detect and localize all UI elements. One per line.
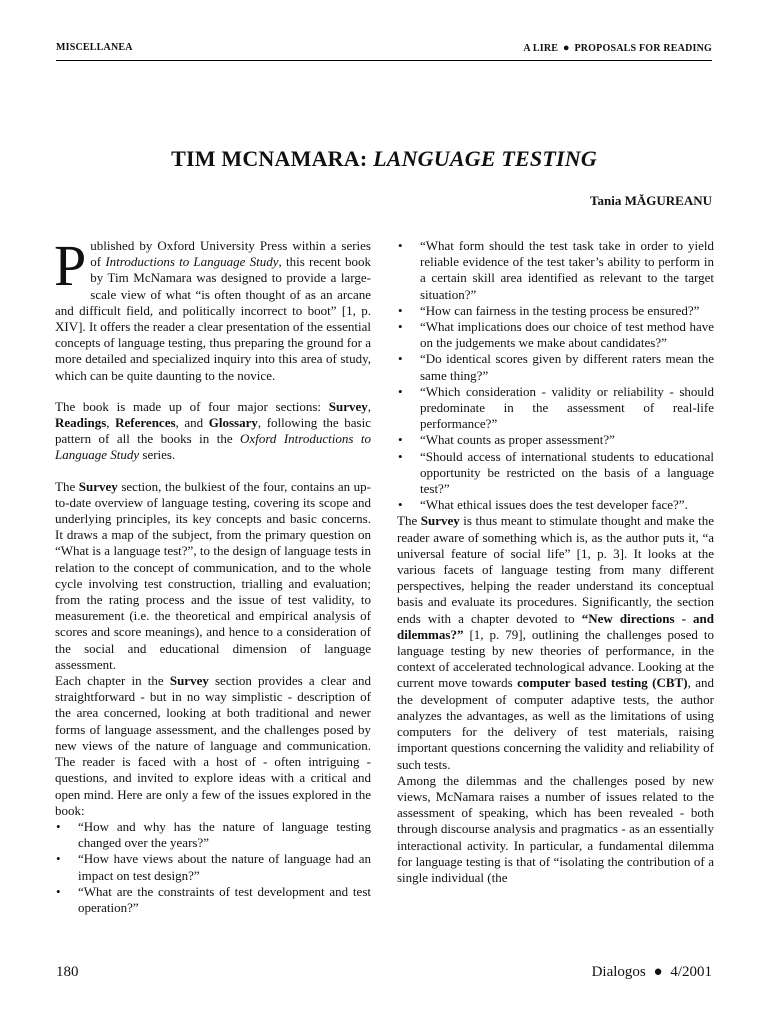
question-list [55,819,371,916]
list-item: • “What form should the test task take in order to yield reliable evidence of the test taker’s ability to perform in a certain skill area identified as relevant to the target situation?” [398,238,714,302]
bullet-icon: • [56,851,61,867]
series-label-right: PROPOSALS FOR READING [574,43,712,54]
title-author: TIM MCNAMARA: [171,146,368,171]
issue-number: 4/2001 [670,964,712,980]
list-item: • “Should access of international students to educational opportunity be restricted on the basis of a language test?” [398,448,714,497]
list-item: • “What counts as proper assessment?” [398,432,615,448]
header-rule [56,60,712,61]
question-list [397,238,714,513]
list-item: • “Which consideration - validity or reliability - should predominate in the assessment of real-life performance?” [398,383,714,432]
paragraph-dilemmas: Among the dilemmas and the challenges posed by new views, McNamara raises a number of issues related to the assessment of speaking, which has been revealed - both through discourse analysis and pragmatics - as an essentially interactional activity. In particular, a fundamental dilemma for language testing is that of “isolating the contribution of a single individual (the [397,772,714,885]
paragraph-intro: Published by Oxford University Press within a series of Introductions to Language Study, this recent book by Tim McNamara was designed to provide a large-scale view of what “is often thought of as an arcane and difficult field, and politically incorrect to boot” [1, p. XIV]. It offers the reader a clear presentation of the essential concepts of language testing, thus preparing the ground for a more detailed and specialized inquiry into this area of study, which can be quite daunting to the novice. [54,233,371,383]
bullet-icon: ● [653,964,663,980]
bullet-icon: • [398,432,403,448]
series-label-left: A LIRE [523,43,559,54]
bullet-icon: • [398,448,403,464]
paragraph-survey-aim: The Survey is thus meant to stimulate thought and make the reader aware of something which is, as the author puts it, “a universal feature of social life” [1, p. 3]. It looks at the various facets of language testing from many different perspectives, helping the reader understand its conceptual basis and evaluate its procedures. Significantly, the section ends with a chapter devoted to “New directions - and dilemmas?” [1, p. 79], outlining the challenges posed to language testing by new theories of performance, in the context of accelerated technological advance. Looking at the current move towards computer based testing (CBT), and the development of computer adaptive tests, the author analyzes the advantages, as well as the limitations of using computers for the delivery of test materials, raising important questions concerning the validity and reliability of such tests. [397,513,714,772]
list-item: • “How have views about the nature of language had an impact on test design?” [56,851,371,883]
bullet-icon: ● [562,42,570,54]
paragraph-survey: The Survey section, the bulkiest of the four, contains an up-to-date overview of language testing, covering its scope and underlying principles, its key concepts and basic concerns. It draws a map of the subject, from the primary question on “What is a language test?”, to the design of language tests in relation to the concept of communication, and to the whole cycle involving test construction, trialling and evaluation; from the rating process and the issue of test validity, to measurement (i.e. the theoretical and empirical analysis of scores and score meanings), and hence to a consideration of the social and educational dimension of language assessment. [55,478,371,672]
running-header [56,42,712,56]
paragraph-sections: The book is made up of four major sections: Survey, Readings, References, and Glossary, following the basic pattern of all the books in the Oxford Introductions to Language Study series. [55,398,371,463]
journal-issue [592,964,712,981]
series-label [523,42,712,54]
page-number: 180 [56,964,79,980]
list-item: • “What ethical issues does the test developer face?”. [398,497,688,513]
bullet-icon: • [398,497,403,513]
list-item: • “How can fairness in the testing process be ensured?” [398,302,700,318]
right-column [397,238,714,886]
bullet-icon: • [398,302,403,318]
section-label: MISCELLANEA [56,42,133,53]
drop-cap: P [54,233,87,298]
bullet-icon: • [398,319,403,335]
article-title [0,146,768,172]
list-item: • “How and why has the nature of language testing changed over the years?” [56,818,371,851]
list-item: • “What implications does our choice of test method have on the judgements we make about candidates?” [398,319,714,351]
title-book: LANGUAGE TESTING [373,146,597,171]
list-item: • “What are the constraints of test development and test operation?” [56,883,371,915]
bullet-icon: • [398,383,403,399]
bullet-icon: • [398,238,403,253]
paragraph-chapters: Each chapter in the Survey section provides a clear and straightforward - but in no way simplistic - description of the area concerned, looking at both traditional and newer forms of language assessment, and the challenges posed by new views of the nature of language and communication. The reader is faced with a host of - often intriguing - questions, and invited to explore ideas with a critical and open mind. Here are only a few of the issues explored in the book: [55,673,371,818]
bullet-icon: • [56,818,61,834]
list-item: • “Do identical scores given by different raters mean the same thing?” [398,351,714,383]
bullet-icon: • [56,883,61,899]
byline: Tania MĂGUREANU [590,193,712,208]
bullet-icon: • [398,351,403,367]
left-column [54,233,371,916]
journal-name: Dialogos [591,964,646,980]
